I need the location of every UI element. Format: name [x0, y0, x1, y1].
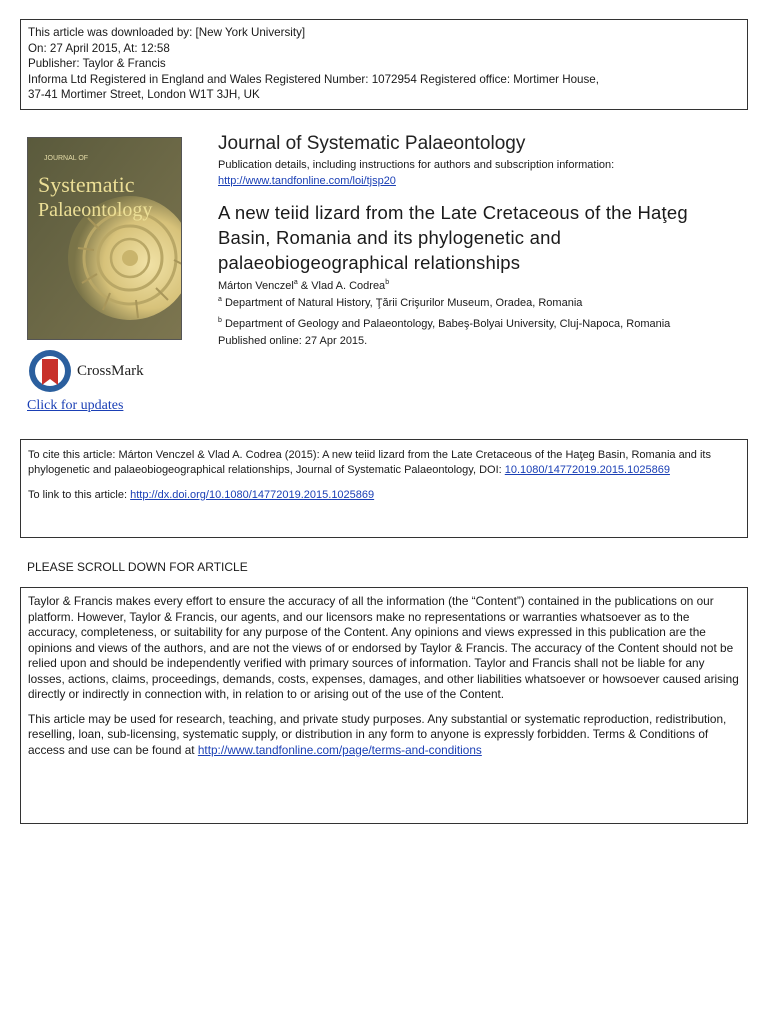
journal-url-link[interactable]: http://www.tandfonline.com/loi/tjsp20 — [218, 175, 396, 187]
published-date: Published online: 27 Apr 2015. — [218, 335, 368, 347]
crossmark-badge[interactable] — [27, 347, 167, 395]
journal-title: Journal of Systematic Palaeontology — [218, 133, 526, 154]
download-line-address: 37-41 Mortimer Street, London W1T 3JH, UK — [28, 88, 260, 101]
article-title: A new teiid lizard from the Late Cretaceous of the Haţeg Basin, Romania and its phylogenetic and palaeobiogeographical relationships — [218, 202, 688, 273]
download-line-date: On: 27 April 2015, At: 12:58 — [28, 41, 170, 55]
affiliation-a-text: Department of Natural History, Ţării Crişurilor Museum, Oradea, Romania — [224, 297, 583, 309]
terms-conditions-link[interactable]: http://www.tandfonline.com/page/terms-and-conditions — [197, 742, 482, 757]
cover-title-line2: Palaeontology — [38, 199, 153, 221]
download-line-source: This article was downloaded by: [New York University] — [28, 26, 306, 39]
affiliation-a-marker: a — [218, 296, 222, 303]
disclaimer-box — [20, 587, 748, 824]
click-for-updates-link[interactable]: Click for updates — [27, 398, 124, 413]
author-1-affil-marker: a — [293, 279, 298, 286]
authors-line — [218, 279, 389, 293]
affiliation-b-text: Department of Geology and Palaeontology, Babeş-Bolyai University, Cluj-Napoca, Romania — [224, 318, 671, 330]
disclaimer-paragraph-2-text: This article may be used for research, teaching, and private study purposes. Any substantial or systematic reproduction, redistribution, reselling, loan, sub-licensing, systematic supply, or distribution in any form to anyone is expressly forbidden. Terms & Conditions of access and use can be found at — [28, 711, 727, 757]
scroll-down-notice: PLEASE SCROLL DOWN FOR ARTICLE — [27, 560, 248, 574]
affiliation-b-marker: b — [218, 317, 222, 324]
journal-cover-art — [28, 138, 182, 340]
author-2: Vlad A. Codrea — [311, 280, 386, 292]
article-link-label: To link to this article: — [28, 489, 131, 501]
citation-box — [20, 439, 748, 538]
citation-text — [28, 448, 740, 478]
cover-title-line1: Systematic — [38, 172, 135, 197]
article-link-line — [28, 488, 740, 503]
crossmark-icon — [27, 348, 73, 394]
author-2-affil-marker: b — [385, 279, 390, 286]
publication-details: Publication details, including instructions for authors and subscription information: — [218, 159, 615, 171]
affiliation-a — [218, 296, 582, 310]
download-info-box — [20, 19, 748, 110]
affiliation-b — [218, 317, 670, 331]
author-1: Márton Venczel — [218, 280, 294, 292]
article-doi-url-link[interactable]: http://dx.doi.org/10.1080/14772019.2015.1025869 — [130, 489, 375, 501]
disclaimer-paragraph-1: Taylor & Francis makes every effort to ensure the accuracy of all the information (the “Content”) contained in the publications on our platform. However, Taylor & Francis, our agents, and our licensors make no representations or warranties whatsoever as to the accuracy, completeness, or suitability for any purpose of the Content. Any opinions and views expressed in this publication are the opinions and views of the authors, and are not the views of or endorsed by Taylor & Francis. The accuracy of the Content should not be relied upon and should be independently verified with primary sources of information. Taylor and Francis shall not be liable for any losses, actions, claims, proceedings, demands, costs, expenses, damages, and other liabilities whatsoever or howsoever caused arising directly or indirectly in connection with, in relation to or arising out of the use of the Content. — [28, 594, 739, 701]
download-line-publisher: Publisher: Taylor & Francis — [28, 57, 166, 70]
citation-body: To cite this article: Márton Venczel & Vlad A. Codrea (2015): A new teiid lizard from the Late Cretaceous of the Haţeg Basin, Romania and its phylogenetic and palaeobiogeographical relationships, Journal of Systematic Palaeontology, DOI: — [28, 449, 711, 476]
crossmark-label: CrossMark — [77, 362, 144, 379]
cover-small-text: JOURNAL OF — [44, 155, 89, 162]
doi-link[interactable]: 10.1080/14772019.2015.1025869 — [504, 464, 670, 476]
download-line-registered: Informa Ltd Registered in England and Wales Registered Number: 1072954 Registered office: Mortimer House, — [28, 72, 599, 86]
author-join: & — [297, 280, 312, 292]
journal-cover-image — [27, 137, 182, 340]
disclaimer-paragraph-2 — [28, 712, 740, 759]
